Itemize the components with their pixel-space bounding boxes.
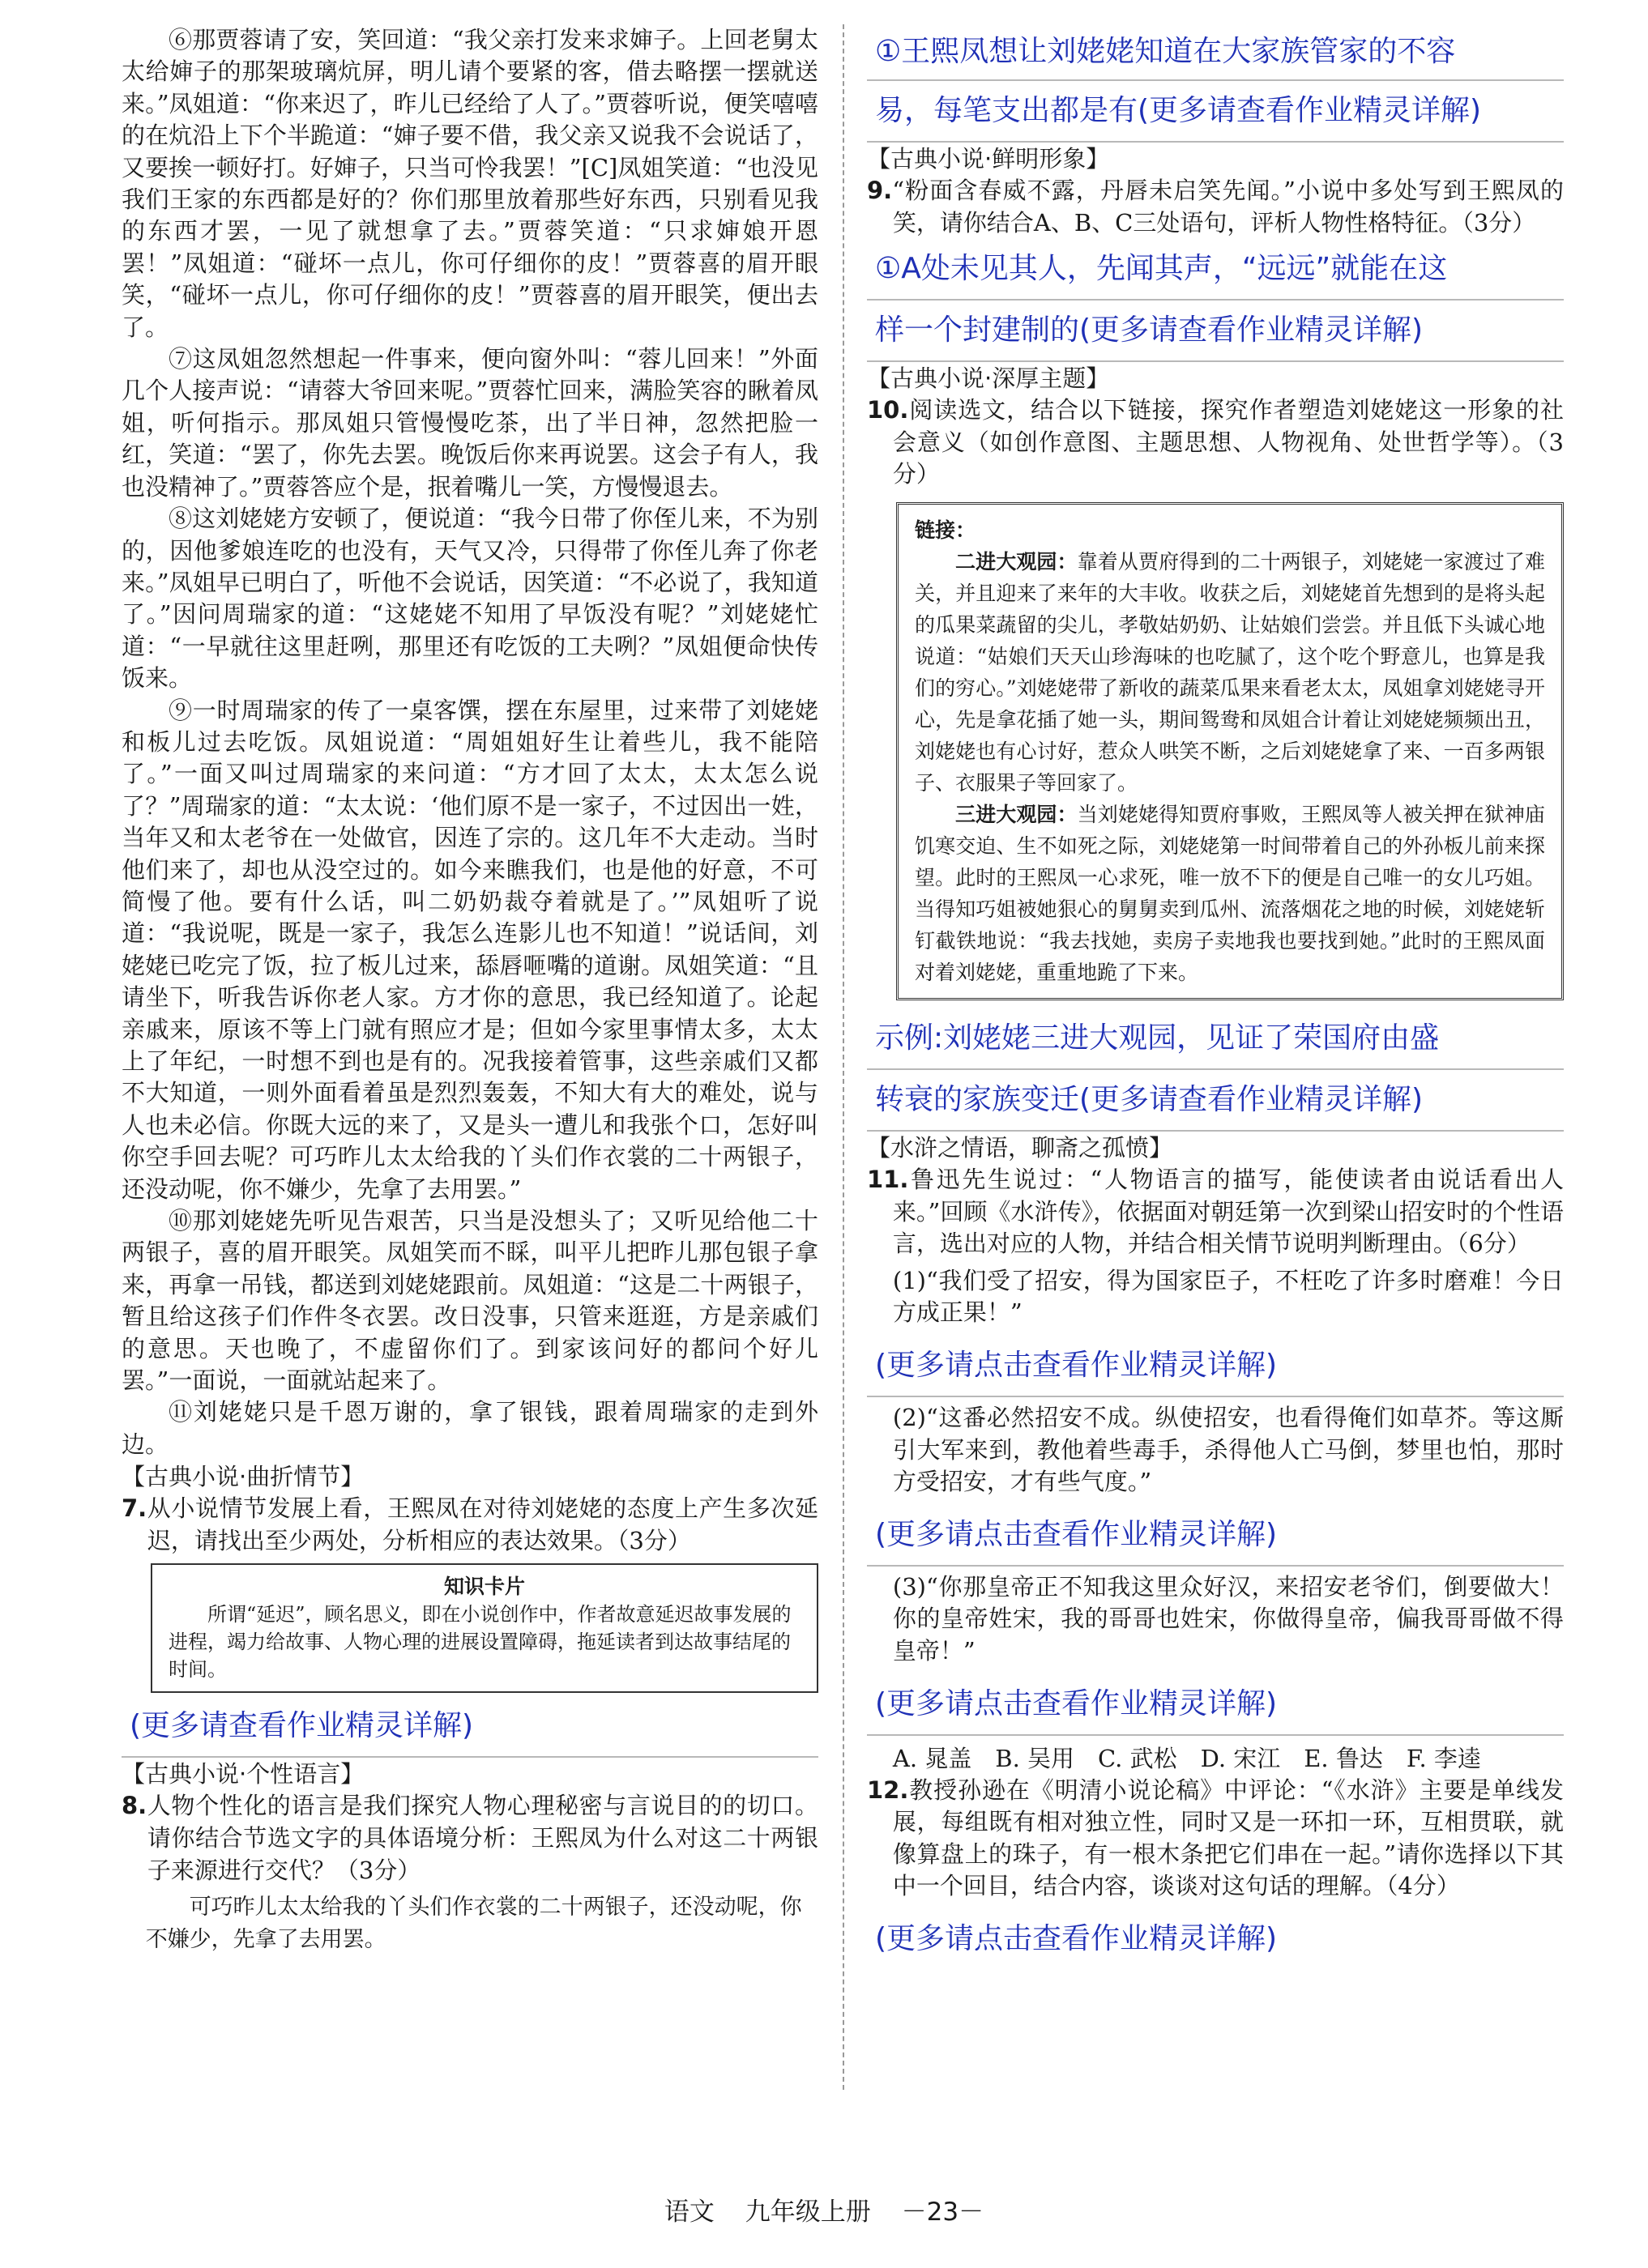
question-9: [867, 175, 1564, 239]
q11-item-1-answer-link[interactable]: (更多请点击查看作业精灵详解): [867, 1336, 1564, 1397]
left-column: [122, 24, 818, 1956]
q9-answer-line-2[interactable]: 样一个封建制的(更多请查看作业精灵详解): [867, 301, 1564, 362]
q8-number: 8.: [122, 1792, 147, 1820]
knowledge-card-title: 知识卡片: [443, 1575, 525, 1599]
q8-quote: 可巧昨儿太太给我的丫头们作衣裳的二十两银子，还没动呢，你不嫌少，先拿了去用罢。: [145, 1895, 802, 1953]
link-box: [896, 502, 1564, 1000]
link-item-label: 二进大观园：: [955, 549, 1078, 573]
q11-options: A. 晁盖 B. 吴用 C. 武松 D. 宋江 E. 鲁达 F. 李逵: [892, 1744, 1481, 1772]
q9-text: “粉面含春威不露，丹唇未启笑先闻。”小说中多处写到王熙凤的笑，请你结合A、B、C三处语句，评析人物性格特征。（3分）: [892, 177, 1564, 237]
link-item-text: 当刘姥姥得知贾府事败，王熙凤等人被关押在狱神庙饥寒交迫、生不如死之际，刘姥姥第一时间带着自己的外孙板儿前来探望。此时的王熙凤一心求死，唯一放不下的便是自己唯一的女儿巧姐。当得知巧姐被她狠心的舅舅卖到瓜州、流落烟花之地的时候，刘姥姥斩钉截铁地说：“我去找她，卖房子卖地我也要找到她。”此时的王熙凤面对着刘姥姥，重重地跪了下来。: [915, 802, 1545, 984]
q7-text: 从小说情节发展上看，王熙凤在对待刘姥姥的态度上产生多次延迟，请找出至少两处，分析相应的表达效果。（3分）: [147, 1494, 818, 1554]
page-footer: [0, 2191, 1648, 2228]
q9-answer-line-1[interactable]: ①A处未见其人，先闻其声，“远远”就能在这: [867, 239, 1564, 301]
knowledge-card: [151, 1563, 818, 1693]
right-column: [867, 24, 1564, 1969]
q8-answer-line-2[interactable]: 易，每笔支出都是有(更多请查看作业精灵详解): [867, 81, 1564, 143]
q11-item-3-answer-link[interactable]: (更多请点击查看作业精灵详解): [867, 1674, 1564, 1736]
passage-paragraph-8: ⑧这刘姥姥方安顿了，便说道：“我今日带了你侄儿来，不为别的，因他爹娘连吃的也没有，天气又冷，只得带了你侄儿奔了你老来。”凤姐早已明白了，听他不会说话，因笑道：“不必说了，我知道了。”因问周瑞家的道：“这姥姥不知用了早饭没有呢？”刘姥姥忙道：“一早就往这里赶咧，那里还有吃饭的工夫咧？”凤姐便命快传饭来。: [122, 505, 818, 693]
q10-section-heading: 【古典小说·深厚主题】: [867, 364, 1110, 393]
q10-answer-line-1[interactable]: 示例:刘姥姥三进大观园，见证了荣国府由盛: [867, 1008, 1564, 1070]
link-item-second-visit: [915, 546, 1545, 799]
link-item-label: 三进大观园：: [955, 802, 1078, 826]
q8-text: 人物个性化的语言是我们探究人物心理秘密与言说目的的切口。请你结合节选文字的具体语境分析：王熙凤为什么对这二十两银子来源进行交代？（3分）: [147, 1792, 818, 1884]
link-item-third-visit: [915, 799, 1545, 988]
q10-answer-line-2[interactable]: 转衰的家族变迁(更多请查看作业精灵详解): [867, 1070, 1564, 1132]
q11-number: 11.: [867, 1165, 909, 1193]
link-box-title: 链接：: [915, 518, 976, 542]
passage-paragraph-7: ⑦这凤姐忽然想起一件事来，便向窗外叫：“蓉儿回来！”外面几个人接声说：“请蓉大爷回来呢。”贾蓉忙回来，满脸笑容的瞅着凤姐，听何指示。那凤姐只管慢慢吃茶，出了半日神，忽然把脸一红，笑道：“罢了，你先去罢。晚饭后你来再说罢。这会子有人，我也没精神了。”贾蓉答应个是，抿着嘴儿一笑，方慢慢退去。: [122, 345, 818, 501]
q12-number: 12.: [867, 1776, 909, 1804]
question-12: [867, 1775, 1564, 1903]
q11-item-1: (1)“我们受了招安，得为国家臣子，不枉吃了许多时磨难！今日方成正果！”: [892, 1266, 1564, 1327]
footer-page-number: －23－: [901, 2198, 984, 2227]
link-item-text: 靠着从贾府得到的二十两银子，刘姥姥一家渡过了难关，并且迎来了来年的大丰收。收获之后，刘姥姥首先想到的是将头起的瓜果菜蔬留的尖儿，孝敬姑奶奶、让姑娘们尝尝。并且低下头诚心地说道：“姑娘们天天山珍海味的也吃腻了，这个吃个野意儿，也算是我们的穷心。”刘姥姥带了新收的蔬菜瓜果来看老太太，凤姐拿刘姥姥寻开心，先是拿花插了她一头，期间鸳鸯和凤姐合计着让刘姥姥频频出丑，刘姥姥也有心讨好，惹众人哄笑不断，之后刘姥姥拿了来、一百多两银子、衣服果子等回家了。: [915, 549, 1545, 795]
passage-paragraph-6: ⑥那贾蓉请了安，笑回道：“我父亲打发来求婶子。上回老舅太太给婶子的那架玻璃炕屏，明儿请个要紧的客，借去略摆一摆就送来。”凤姐道：“你来迟了，昨儿已经给了人了。”贾蓉听说，便笑嘻嘻的在炕沿上下个半跪道：“婶子要不借，我父亲又说我不会说话了，又要挨一顿好打。好婶子，只当可怜我罢！”[C]凤姐笑道：“也没见我们王家的东西都是好的？你们那里放着那些好东西，只别看见我的东西才罢，一见了就想拿了去。”贾蓉笑道：“只求婶娘开恩罢！”凤姐道：“碰坏一点儿，你可仔细你的皮！”贾蓉喜的眉开眼笑，“碰坏一点儿，你可仔细你的皮！”贾蓉喜的眉开眼笑，便出去了。: [122, 26, 818, 341]
q7-answer-link[interactable]: (更多请查看作业精灵详解): [122, 1696, 818, 1758]
q12-answer-link[interactable]: (更多请点击查看作业精灵详解): [875, 1921, 1278, 1955]
q11-text: 鲁迅先生说过：“人物语言的描写，能使读者由说话看出人来。”回顾《水浒传》，依据面对朝廷第一次到梁山招安时的个性语言，选出对应的人物，并结合相关情节说明判断理由。（6分）: [892, 1165, 1564, 1258]
passage-paragraph-11: ⑪刘姥姥只是千恩万谢的，拿了银钱，跟着周瑞家的走到外边。: [122, 1398, 818, 1458]
footer-subject: 语文: [664, 2198, 715, 2227]
q11-item-2: (2)“这番必然招安不成。纵使招安，也看得俺们如草芥。等这厮引大军来到，教他着些毒手，杀得他人亡马倒，梦里也怕，那时方受招安，才有些气度。”: [892, 1403, 1564, 1496]
column-divider: [843, 24, 844, 2090]
knowledge-card-body: 所谓“延迟”，顾名思义，即在小说创作中，作者故意延迟故事发展的进程，竭力给故事、人物心理的进展设置障碍，拖延读者到达故事结尾的时间。: [169, 1603, 792, 1682]
question-10: [867, 394, 1564, 491]
q11-item-3: (3)“你那皇帝正不知我这里众好汉，来招安老爷们，倒要做大！你的皇帝姓宋，我的哥哥也姓宋，你做得皇帝，偏我哥哥做不得皇帝！”: [892, 1572, 1564, 1665]
passage-paragraph-9: ⑨一时周瑞家的传了一桌客馔，摆在东屋里，过来带了刘姥姥和板儿过去吃饭。凤姐说道：“周姐姐好生让着些儿，我不能陪了。”一面又叫过周瑞家的来问道：“方才回了太太，太太怎么说了？”周瑞家的道：“太太说：‘他们原不是一家子，不过因出一姓，当年又和太老爷在一处做官，因连了宗的。这几年不大走动。当时他们来了，却也从没空过的。如今来瞧我们，也是他的好意，不可简慢了他。要有什么话，叫二奶奶裁夺着就是了。’”凤姐听了说道：“我说呢，既是一家子，我怎么连影儿也不知道！”说话间，刘姥姥已吃完了饭，拉了板儿过来，舔唇咂嘴的道谢。凤姐笑道：“且请坐下，听我告诉你老人家。方才你的意思，我已经知道了。论起亲戚来，原该不等上门就有照应才是；但如今家里事情太多，太太上了年纪，一时想不到也是有的。况我接着管事，这些亲戚们又都不大知道，一则外面看着虽是烈烈轰轰，不知大有大的难处，说与人也未必信。你既大远的来了，又是头一遭儿和我张个口，怎好叫你空手回去呢？可巧昨儿太太给我的丫头们作衣裳的二十两银子，还没动呢，你不嫌少，先拿了去用罢。”: [122, 696, 818, 1203]
question-11: [867, 1164, 1564, 1260]
footer-grade: 九年级上册: [745, 2198, 871, 2227]
q10-text: 阅读选文，结合以下链接，探究作者塑造刘姥姥这一形象的社会意义（如创作意图、主题思想、人物视角、处世哲学等）。（3分）: [892, 396, 1564, 488]
q8-section-heading: 【古典小说·个性语言】: [122, 1760, 365, 1788]
q11-item-2-answer-link[interactable]: (更多请点击查看作业精灵详解): [867, 1505, 1564, 1567]
question-8: [122, 1790, 818, 1886]
q9-section-heading: 【古典小说·鲜明形象】: [867, 145, 1110, 173]
q11-section-heading: 【水浒之情语，聊斋之孤愤】: [867, 1133, 1173, 1162]
passage-paragraph-10: ⑩那刘姥姥先听见告艰苦，只当是没想头了；又听见给他二十两银子，喜的眉开眼笑。凤姐笑而不睬，叫平儿把昨儿那包银子拿来，再拿一吊钱，都送到刘姥姥跟前。凤姐道：“这是二十两银子，暂且给这孩子们作件冬衣罢。改日没事，只管来逛逛，方是亲戚们的意思。天也晚了，不虚留你们了。到家该问好的都问个好儿罢。”一面说，一面就站起来了。: [122, 1207, 818, 1395]
question-7: [122, 1493, 818, 1557]
q10-number: 10.: [867, 396, 909, 424]
q12-text: 教授孙逊在《明清小说论稿》中评论：“《水浒》主要是单线发展，每组既有相对独立性，同时又是一环扣一环，互相贯联，就像算盘上的珠子，有一根木条把它们串在一起。”请你选择以下其中一个回目，结合内容，谈谈对这句话的理解。（4分）: [892, 1776, 1564, 1900]
q8-answer-line-1[interactable]: ①王熙凤想让刘姥姥知道在大家族管家的不容: [867, 24, 1564, 81]
q9-number: 9.: [867, 177, 893, 204]
q7-section-heading: 【古典小说·曲折情节】: [122, 1463, 365, 1491]
q7-number: 7.: [122, 1494, 147, 1523]
